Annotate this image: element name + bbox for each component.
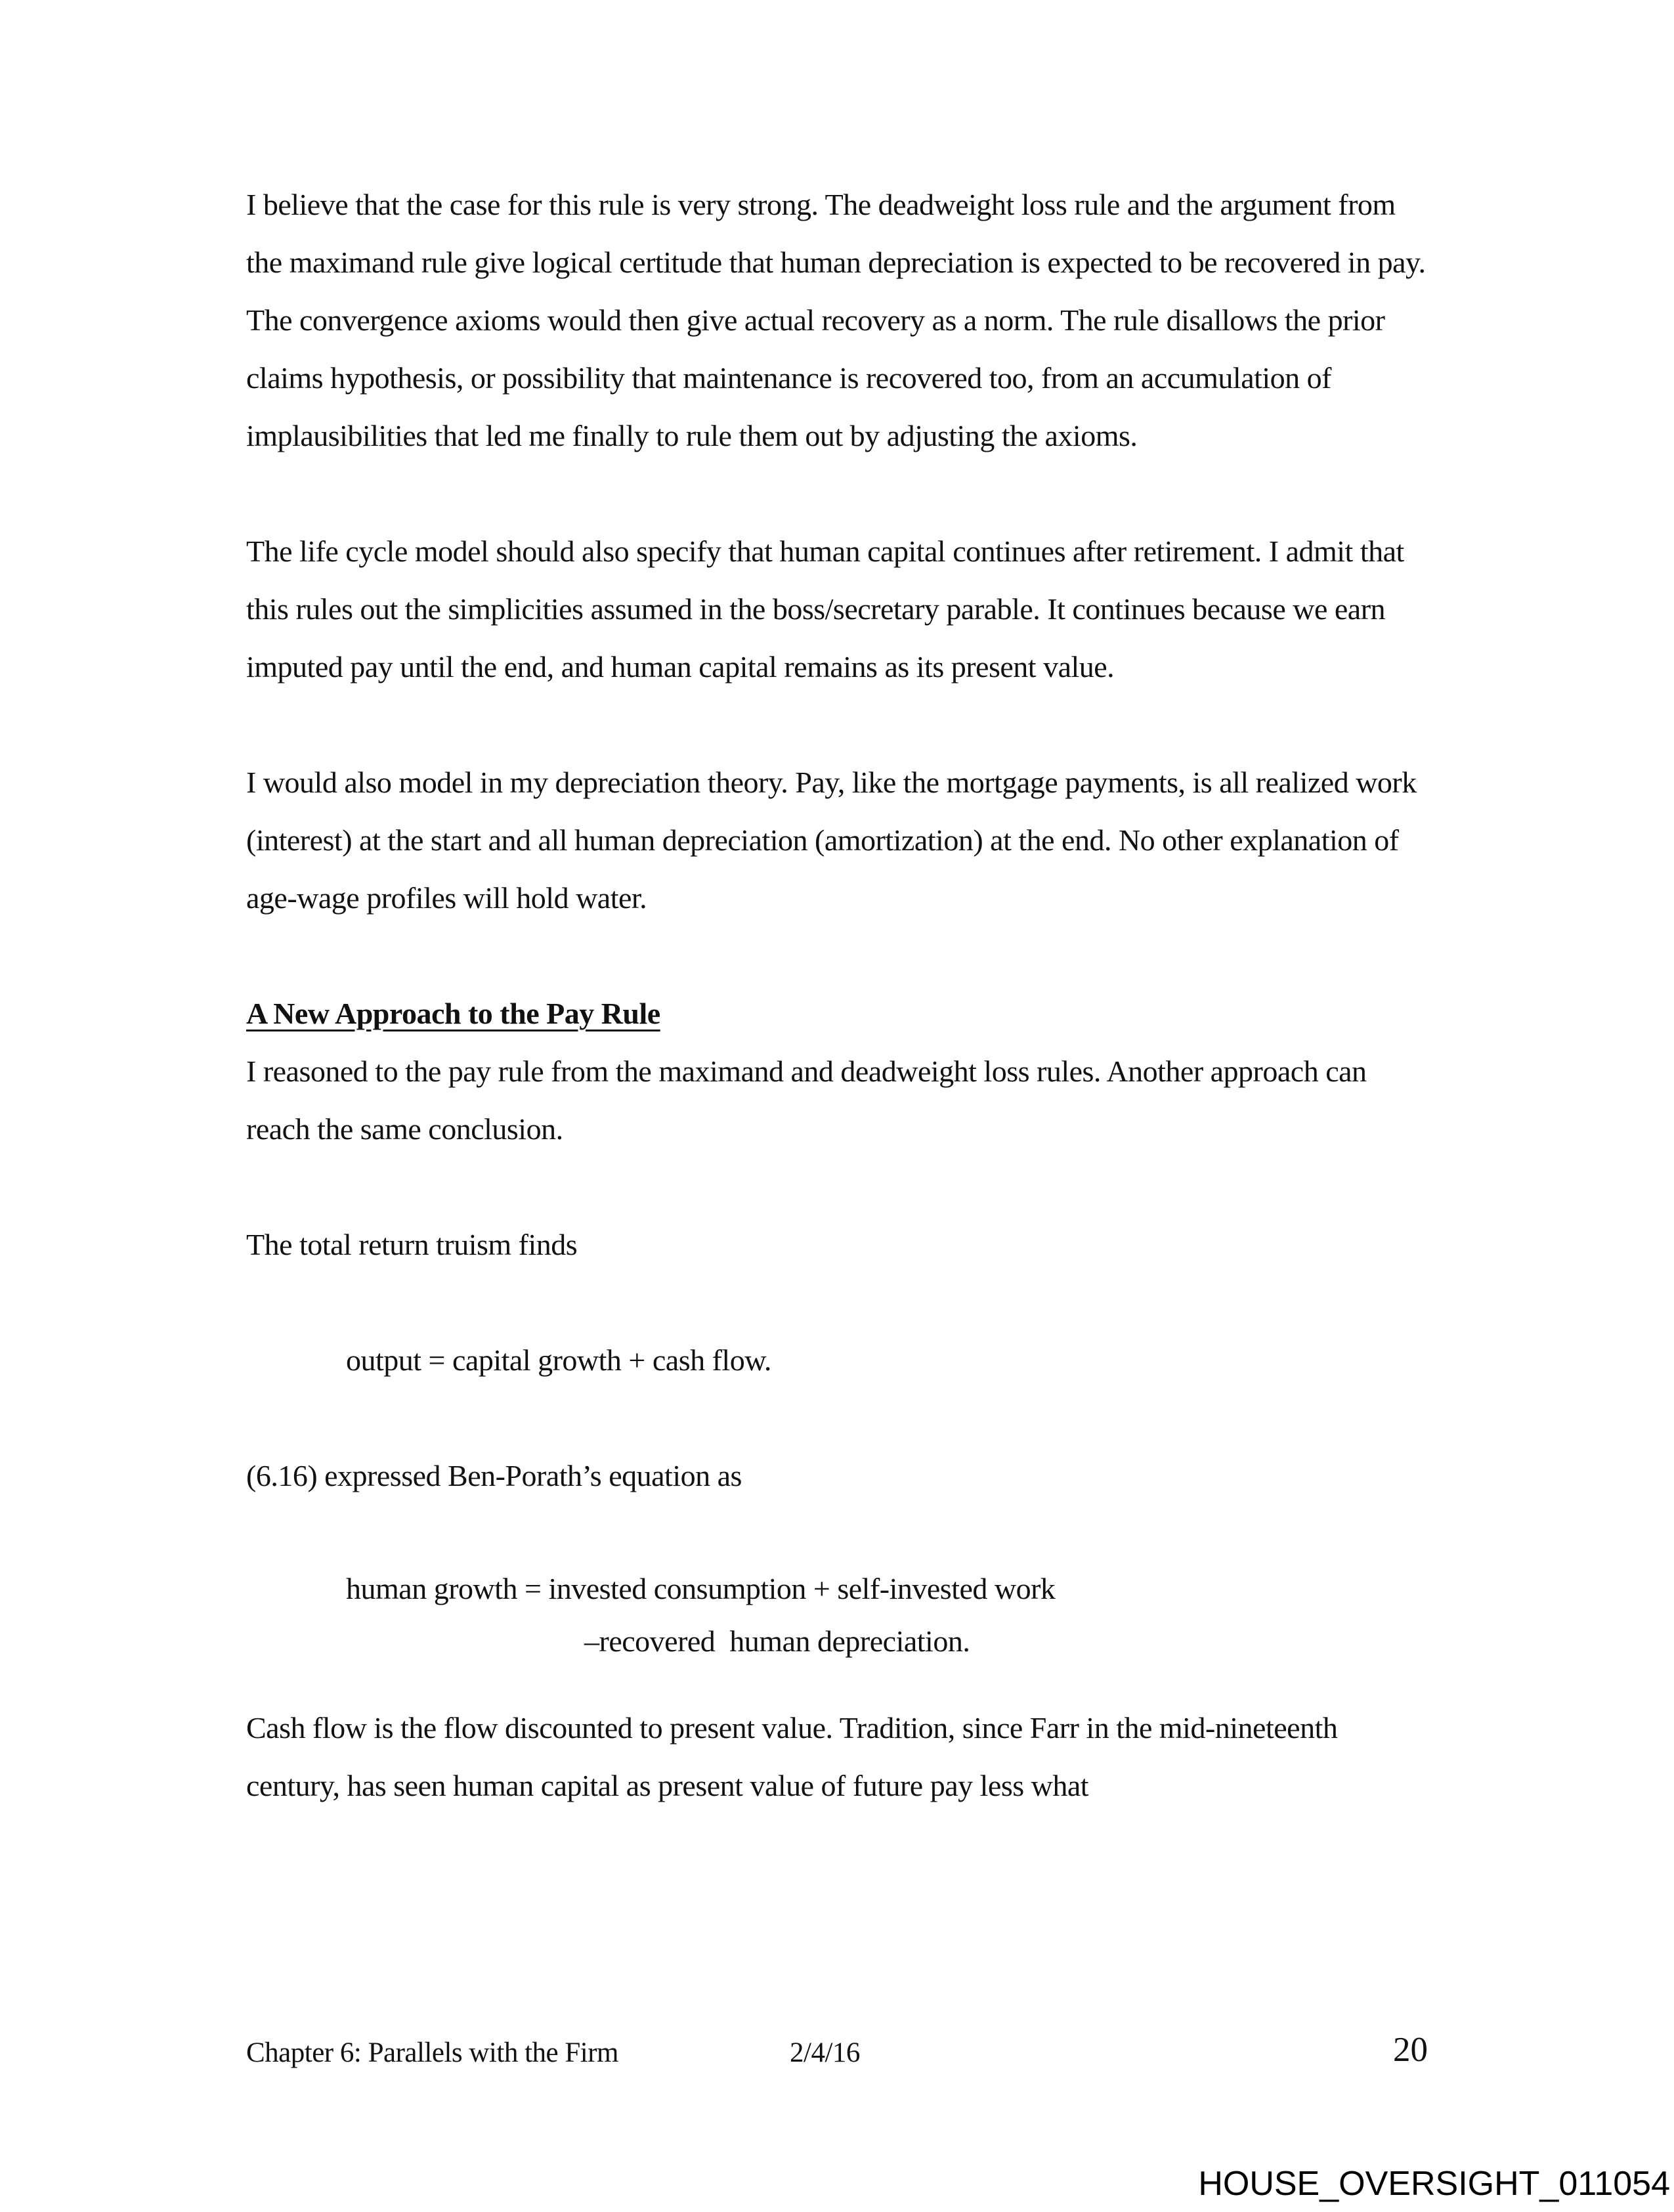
- paragraph-6: (6.16) expressed Ben-Porath’s equation as: [246, 1459, 742, 1492]
- paragraph-3: I would also model in my depreciation theory. Pay, like the mortgage payments, is all realized work (interest) at the start and all human depreciation (amortization) at the end. No other explanation of age-wage profiles will hold water.: [246, 766, 1417, 915]
- footer-date: 2/4/16: [790, 2037, 860, 2068]
- equation-ben-porath-line-1: human growth = invested consumption + self-invested work: [346, 1572, 1056, 1605]
- paragraph-4: I reasoned to the pay rule from the maximand and deadweight loss rules. Another approach can reach the same conclusion.: [246, 1054, 1367, 1146]
- paragraph-7: Cash flow is the flow discounted to present value. Tradition, since Farr in the mid-nineteenth century, has seen human capital as present value of future pay less what: [246, 1711, 1338, 1802]
- section-heading: [246, 985, 1428, 1043]
- page-body: [246, 176, 1428, 1873]
- bates-stamp: HOUSE_OVERSIGHT_011054: [1198, 2165, 1670, 2203]
- equation-total-return: output = capital growth + cash flow.: [346, 1343, 771, 1377]
- section-heading-text: A New Approach to the Pay Rule: [246, 997, 660, 1030]
- equation-ben-porath: [246, 1563, 1428, 1668]
- paragraph-5: The total return truism finds: [246, 1228, 578, 1261]
- footer-chapter-title: Chapter 6: Parallels with the Firm: [246, 2037, 618, 2068]
- footer-page-number: 20: [1393, 2031, 1428, 2069]
- paragraph-2: The life cycle model should also specify that human capital continues after retirement. I admit that this rules out the simplicities assumed in the boss/secretary parable. It continues because we earn imputed pay until the end, and human capital remains as its present value.: [246, 534, 1404, 683]
- paragraph-1: I believe that the case for this rule is very strong. The deadweight loss rule and the argument from the maximand rule give logical certitude that human depreciation is expected to be recovered in pay. The convergence axioms would then give actual recovery as a norm. The rule disallows the prior claims hypothesis, or possibility that maintenance is recovered too, from an accumulation of implausibilities that led me finally to rule them out by adjusting the axioms.: [246, 188, 1426, 452]
- equation-ben-porath-line-2: –recovered human depreciation.: [584, 1624, 970, 1658]
